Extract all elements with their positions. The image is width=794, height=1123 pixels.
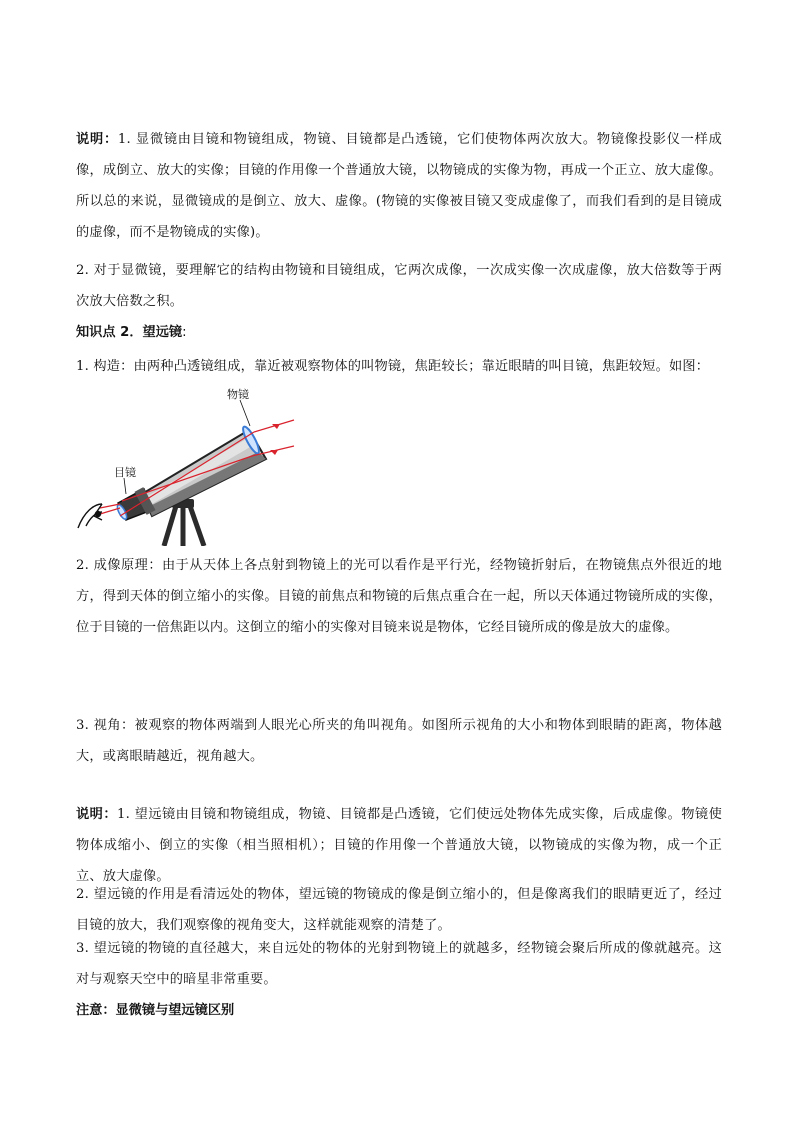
note-text: 1. 显微镜由目镜和物镜组成，物镜、目镜都是凸透镜，它们使物体两次放大。物镜像投影仪一样成像，成倒立、放大的实像；目镜的作用像一个普通放大镜，以物镜成的实像为物，再成一个正立、放大虚像。所以总的来说，显微镜成的是倒立、放大、虚像。(物镜的实像被目镜又变成虚像了，而我们看到的是目镜成的虚像，而不是物镜成的实像)。 [76,132,722,240]
microscope-note-p1 [76,124,722,248]
microscope-note-p2: 2. 对于显微镜，要理解它的结构由物镜和目镜组成，它两次成像，一次成实像一次成虚像，放大倍数等于两次放大倍数之积。 [76,263,722,309]
visual-angle: 3. 视角：被观察的物体两端到人眼光心所夹的角叫视角。如图所示视角的大小和物体到眼睛的距离，物体越大，或离眼睛越近，视角越大。 [76,718,722,764]
telescope-principle: 2. 成像原理：由于从天体上各点射到物镜上的光可以看作是平行光，经物镜折射后，在物镜焦点外很近的地方，得到天体的倒立缩小的实像。目镜的前焦点和物镜的后焦点重合在一起，所以天体通过物镜所成的实像，位于目镜的一倍焦距以内。这倒立的缩小的实像对目镜来说是物体，它经目镜所成的像是放大的虚像。 [76,558,722,635]
note-lead: 说明： [76,132,118,147]
note-text: 1. 望远镜由目镜和物镜组成，物镜、目镜都是凸透镜，它们使远处物体先成实像，后成虚像。物镜使物体成缩小、倒立的实像（相当照相机）；目镜的作用像一个普通放大镜，以物镜成的实像为物，成一个正立、放大虚像。 [76,807,722,884]
ray-arrows [270,424,280,455]
objective-leader [240,400,250,426]
heading-text: 知识点 2．望远镜 [76,325,183,340]
telescope-construction: 1. 构造：由两种凸透镜组成，靠近被观察物体的叫物镜，焦距较长；靠近眼睛的叫目镜，焦距较短。如图： [76,359,710,374]
telescope-note-p3: 3. 望远镜的物镜的直径越大，来自远处的物体的光射到物镜上的就越多，经物镜会聚后所成的像就越亮。这对与观察天空中的暗星非常重要。 [76,941,722,987]
eyepiece-leader [124,478,126,494]
note-lead: 说明： [76,807,117,822]
heading-colon: : [182,325,187,340]
label-eyepiece: 目镜 [114,466,136,479]
attention-heading: 注意：显微镜与望远镜区别 [76,1003,235,1018]
label-objective: 物镜 [227,388,249,401]
telescope-note-p2: 2. 望远镜的作用是看清远处的物体，望远镜的物镜成的像是倒立缩小的，但是像离我们的眼睛更近了，经过目镜的放大，我们观察像的视角变大，这样就能观察的清楚了。 [76,887,722,933]
section-heading-telescope [76,322,722,344]
eye-icon [78,504,102,528]
telescope-figure [72,386,302,546]
